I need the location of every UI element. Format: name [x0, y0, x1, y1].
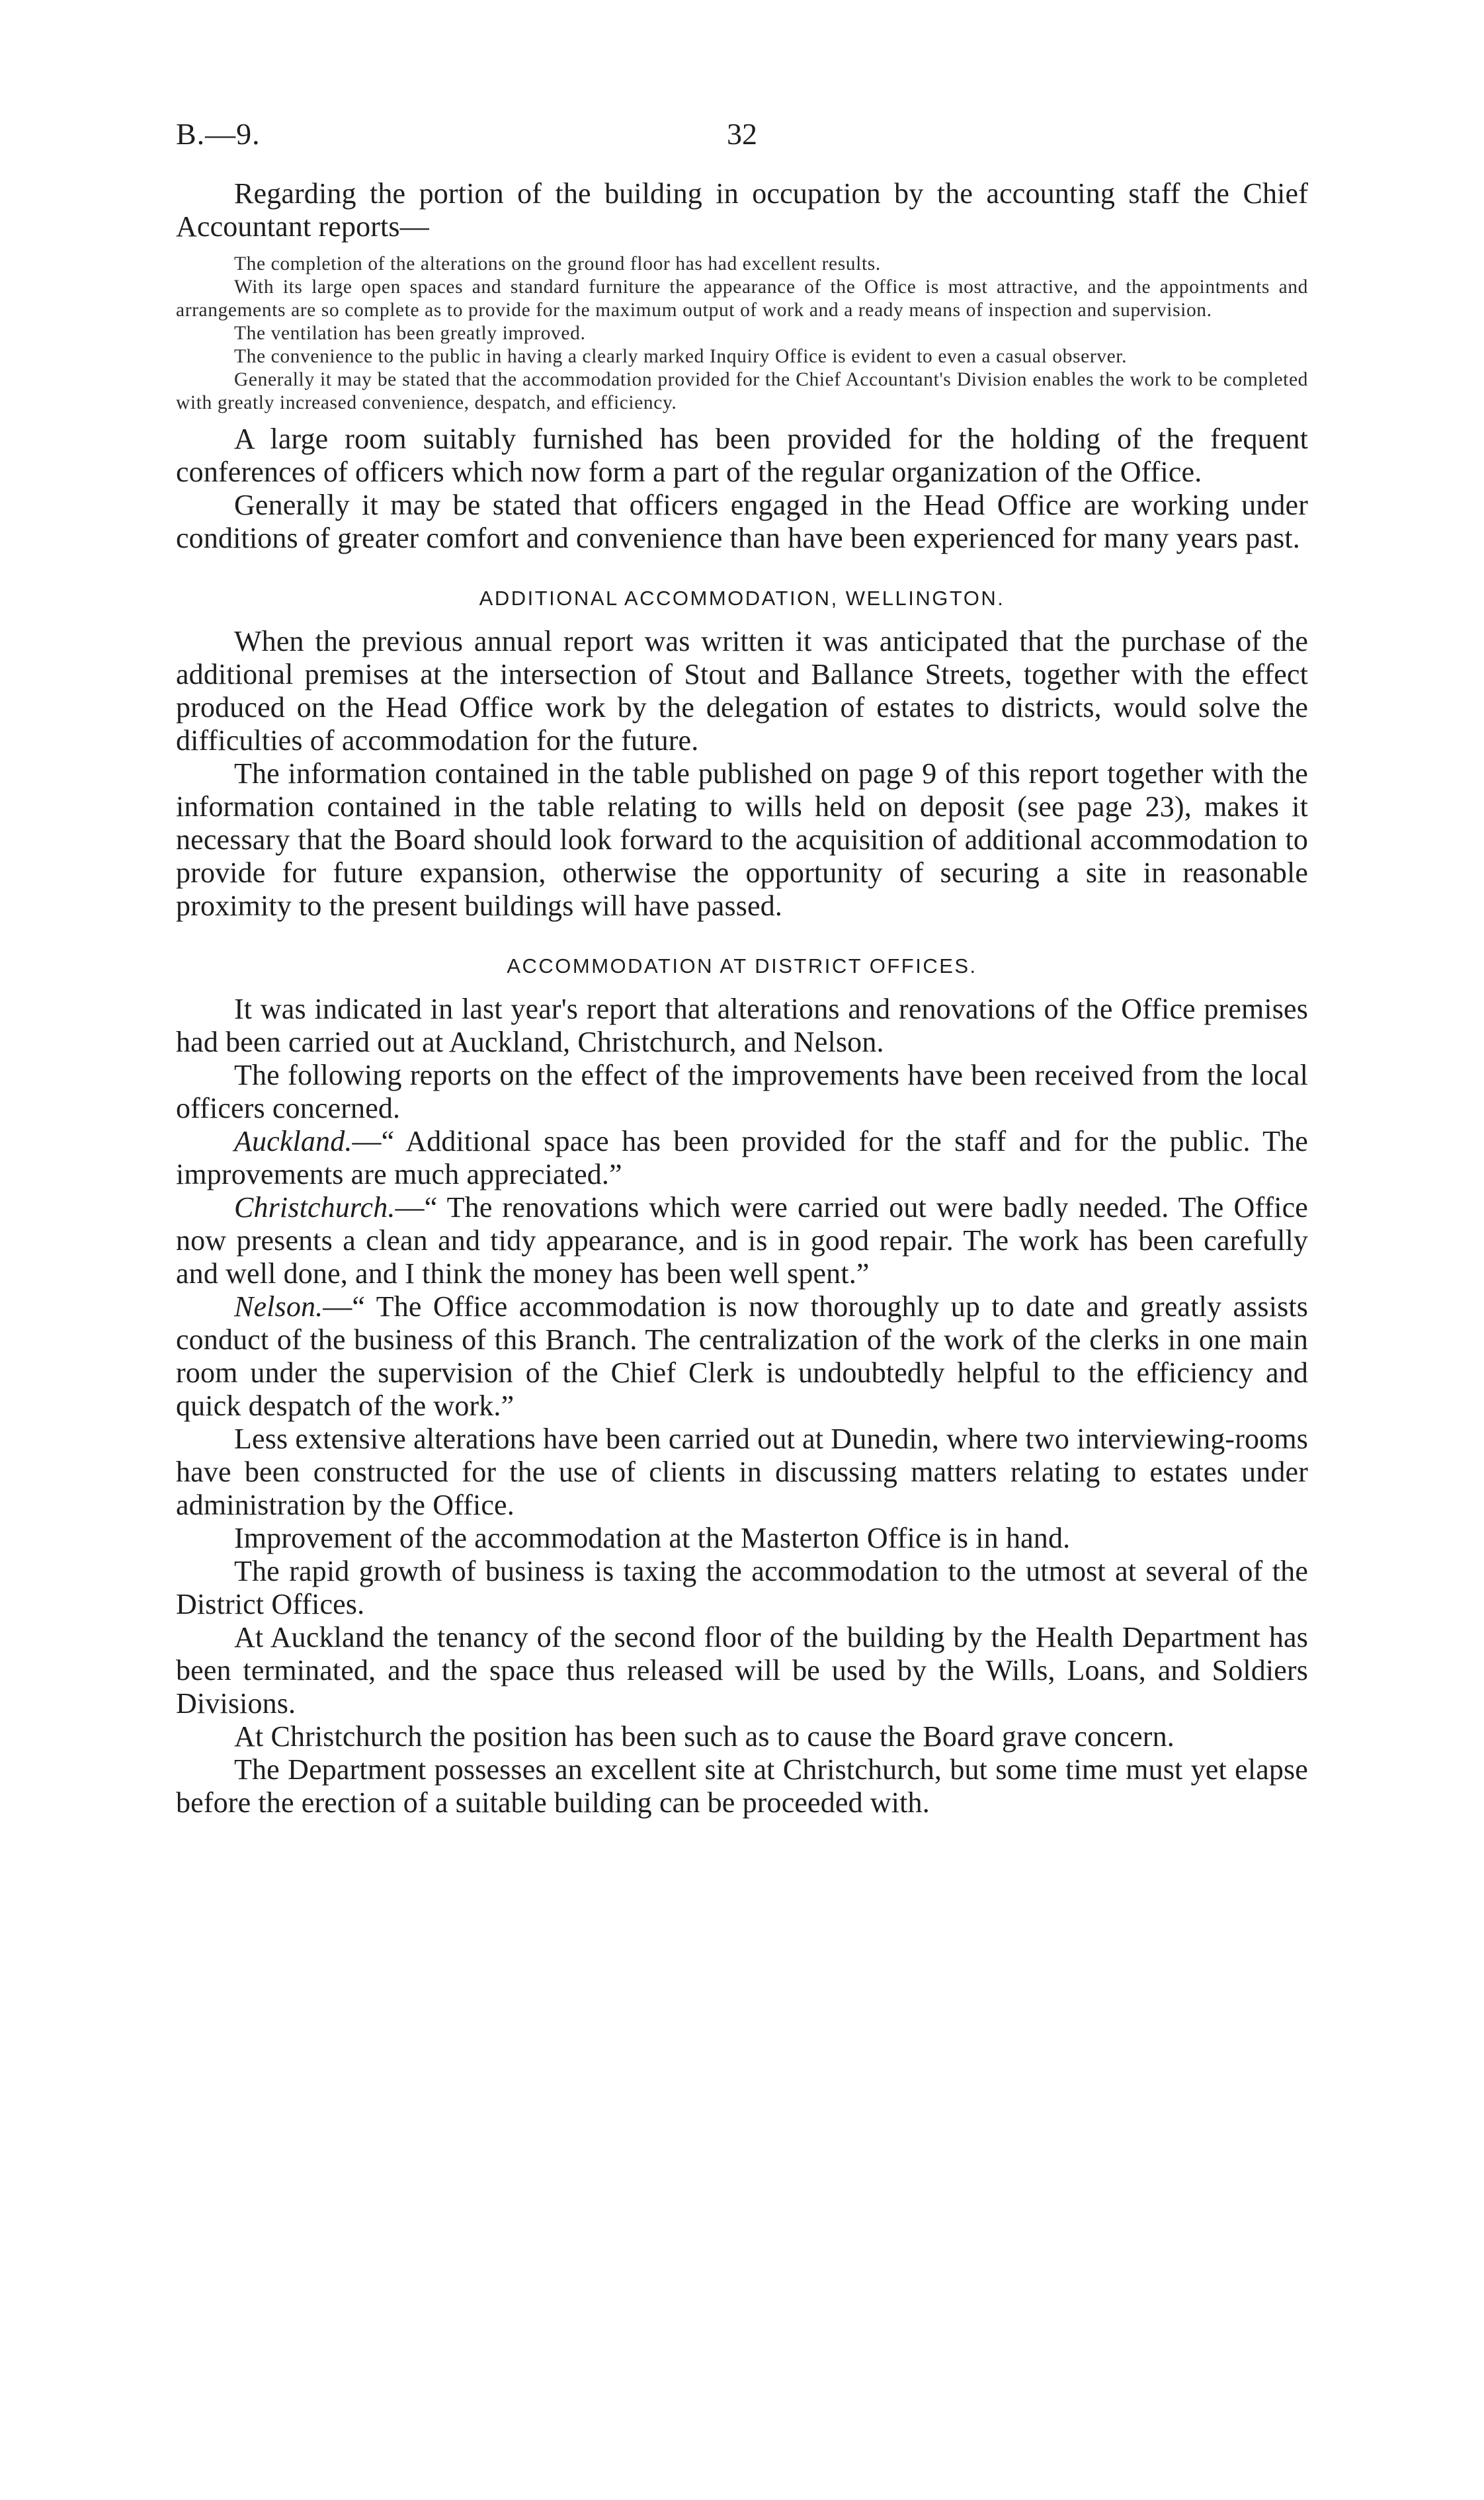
- place-name-nelson: Nelson.: [234, 1290, 323, 1323]
- body-paragraph: When the previous annual report was written it was anticipated that the purchase of the additional premises at the intersection of Stout and Ballance Streets, together with the effect produced on the Head Office work by the delegation of estates to districts, would solve the difficulties of accommodation for the future.: [176, 625, 1308, 757]
- body-paragraph: The information contained in the table published on page 9 of this report together with the information contained in the table relating to wills held on deposit (see page 23), makes it necessary that the Board should look forward to the acquisition of additional accommodation to provide for future expansion, otherwise the opportunity of securing a site in reasonable proximity to the present buildings will have passed.: [176, 757, 1308, 922]
- body-paragraph: At Christchurch the position has been such as to cause the Board grave concern.: [234, 1720, 1175, 1753]
- quote-paragraph: The convenience to the public in having a clearly marked Inquiry Office is evident to even a casual observer.: [234, 346, 1128, 367]
- section-heading-wellington: ADDITIONAL ACCOMMODATION, WELLINGTON.: [479, 587, 1005, 610]
- quote-paragraph: The ventilation has been greatly improved.: [234, 323, 586, 344]
- christchurch-report-text: —“ The renovations which were carried out were badly needed. The Office now presents a clean and tidy appearance, and is in good repair. The work has been carefully and well done, and I think the money has been well spent.”: [176, 1191, 1308, 1290]
- section-heading-district-offices: ACCOMMODATION AT DISTRICT OFFICES.: [507, 954, 977, 978]
- body-paragraph: Less extensive alterations have been carried out at Dunedin, where two interviewing-rooms have been constructed for the use of clients in discussing matters relating to estates under administration by the Office.: [176, 1423, 1308, 1521]
- page-number: 32: [727, 117, 757, 151]
- page-body: [176, 177, 1308, 1819]
- nelson-report-paragraph: [176, 1290, 1308, 1423]
- christchurch-report-paragraph: [176, 1191, 1308, 1290]
- quote-paragraph: The completion of the alterations on the ground floor has had excellent results.: [234, 253, 881, 274]
- auckland-report-text: —“ Additional space has been provided for the staff and for the public. The improvements are much appreciated.”: [176, 1125, 1308, 1190]
- quote-paragraph: With its large open spaces and standard furniture the appearance of the Office is most attractive, and the appointments and arrangements are so complete as to provide for the maximum output of work and a ready means of inspection and supervision.: [176, 276, 1308, 321]
- nelson-report-text: —“ The Office accommodation is now thoroughly up to date and greatly assists conduct of the business of this Branch. The centralization of the work of the clerks in one main room under the supervision of the Chief Clerk is undoubtedly helpful to the efficiency and quick despatch of the work.”: [176, 1290, 1308, 1422]
- body-paragraph: It was indicated in last year's report that alterations and renovations of the Office premises had been carried out at Auckland, Christchurch, and Nelson.: [176, 993, 1308, 1058]
- body-paragraph: A large room suitably furnished has been provided for the holding of the frequent conferences of officers which now form a part of the regular organization of the Office.: [176, 423, 1308, 488]
- body-paragraph: The following reports on the effect of the improvements have been received from the local officers concerned.: [176, 1059, 1308, 1124]
- quote-paragraph: Generally it may be stated that the accommodation provided for the Chief Accountant's Division enables the work to be completed with greatly increased convenience, despatch, and efficiency.: [176, 369, 1308, 413]
- chief-accountant-report-quote: [176, 253, 1308, 415]
- body-paragraph: The rapid growth of business is taxing the accommodation to the utmost at several of the District Offices.: [176, 1555, 1308, 1620]
- body-paragraph: Improvement of the accommodation at the Masterton Office is in hand.: [234, 1522, 1071, 1554]
- document-reference: B.—9.: [176, 117, 261, 151]
- place-name-auckland: Auckland.: [234, 1125, 352, 1157]
- page-header: [176, 116, 1308, 156]
- body-paragraph: Generally it may be stated that officers engaged in the Head Office are working under conditions of greater comfort and convenience than have been experienced for many years past.: [176, 489, 1308, 554]
- auckland-report-paragraph: [176, 1125, 1308, 1191]
- body-paragraph: The Department possesses an excellent site at Christchurch, but some time must yet elapse before the erection of a suitable building can be proceeded with.: [176, 1753, 1308, 1819]
- intro-paragraph: Regarding the portion of the building in occupation by the accounting staff the Chief Accountant reports—: [176, 177, 1308, 243]
- place-name-christchurch: Christchurch.: [234, 1191, 395, 1224]
- body-paragraph: At Auckland the tenancy of the second floor of the building by the Health Department has been terminated, and the space thus released will be used by the Wills, Loans, and Soldiers Divisions.: [176, 1621, 1308, 1720]
